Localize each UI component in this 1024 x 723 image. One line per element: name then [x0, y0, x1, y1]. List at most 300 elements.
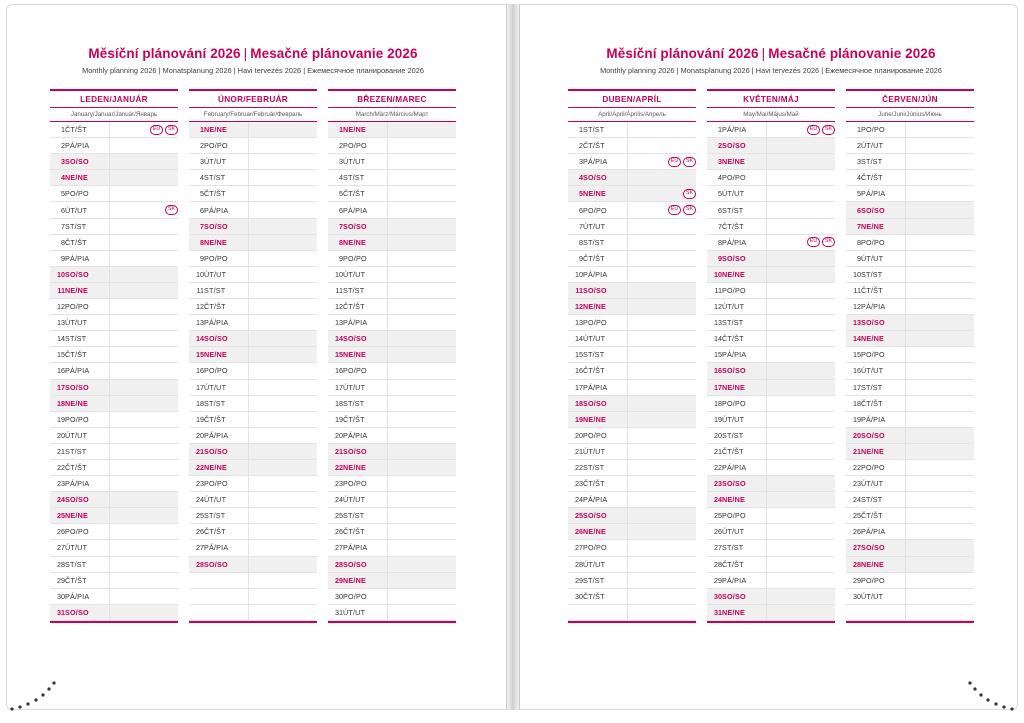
- day-note-field[interactable]: [906, 315, 975, 331]
- day-weekday: PÁ/PIA: [583, 492, 628, 508]
- day-row: [189, 508, 317, 524]
- day-note-field[interactable]: [249, 347, 318, 363]
- day-note-field[interactable]: [110, 331, 179, 347]
- day-note-field[interactable]: [388, 524, 457, 540]
- day-number: 23: [846, 476, 861, 492]
- day-note-field[interactable]: [388, 411, 457, 427]
- day-note-field[interactable]: [110, 459, 179, 475]
- flag-eu-icon: EU: [668, 205, 681, 215]
- day-note-field[interactable]: [767, 540, 836, 556]
- day-weekday: PÁ/PIA: [722, 572, 767, 588]
- day-note-field[interactable]: [628, 250, 697, 266]
- day-note-field-empty[interactable]: [249, 572, 318, 588]
- day-note-field[interactable]: [628, 588, 697, 604]
- day-note-field[interactable]: [110, 186, 179, 202]
- day-note-field[interactable]: [628, 315, 697, 331]
- day-number: 13: [328, 315, 343, 331]
- day-note-field[interactable]: [249, 427, 318, 443]
- day-note-field-empty[interactable]: [249, 588, 318, 604]
- day-row: [846, 379, 974, 395]
- day-note-field[interactable]: [388, 427, 457, 443]
- day-number: 14: [189, 331, 204, 347]
- day-note-field[interactable]: [249, 459, 318, 475]
- day-note-field[interactable]: [110, 476, 179, 492]
- day-note-field[interactable]: [906, 556, 975, 572]
- day-weekday: ST/ST: [343, 395, 388, 411]
- day-number: 19: [846, 411, 861, 427]
- day-note-field[interactable]: [388, 234, 457, 250]
- day-number: 13: [707, 315, 722, 331]
- day-weekday: ČT/ŠT: [204, 186, 249, 202]
- day-row: [328, 218, 456, 234]
- day-note-field[interactable]: [110, 266, 179, 282]
- day-number: 13: [846, 315, 861, 331]
- day-note-field[interactable]: [388, 347, 457, 363]
- day-note-field[interactable]: [249, 492, 318, 508]
- day-note-field[interactable]: [388, 154, 457, 170]
- day-note-field[interactable]: [388, 170, 457, 186]
- day-note-field[interactable]: [388, 540, 457, 556]
- day-row: [50, 443, 178, 459]
- day-note-field[interactable]: [767, 588, 836, 604]
- day-weekday: ÚT/UT: [65, 202, 110, 218]
- day-note-field[interactable]: [249, 411, 318, 427]
- day-number: 9: [50, 250, 65, 266]
- day-note-field[interactable]: [767, 218, 836, 234]
- day-weekday: PO/PO: [65, 186, 110, 202]
- day-row: [846, 347, 974, 363]
- day-note-field[interactable]: [767, 524, 836, 540]
- day-weekday: SO/SO: [583, 508, 628, 524]
- day-weekday: SO/SO: [343, 218, 388, 234]
- day-note-field[interactable]: [249, 154, 318, 170]
- day-note-field[interactable]: [110, 572, 179, 588]
- day-note-field[interactable]: [767, 282, 836, 298]
- day-note-field[interactable]: [628, 508, 697, 524]
- day-row: [328, 250, 456, 266]
- left-month-columns: [0, 89, 506, 625]
- day-number: 19: [568, 411, 583, 427]
- day-number: 27: [707, 540, 722, 556]
- day-row: [50, 556, 178, 572]
- day-number: 18: [568, 395, 583, 411]
- day-note-field[interactable]: [388, 459, 457, 475]
- day-note-field[interactable]: [906, 186, 975, 202]
- day-weekday: ÚT/UT: [583, 218, 628, 234]
- day-note-field[interactable]: [388, 122, 457, 138]
- day-note-field[interactable]: [249, 315, 318, 331]
- day-note-field[interactable]: [110, 138, 179, 154]
- day-note-field[interactable]: [767, 315, 836, 331]
- day-note-field[interactable]: [906, 492, 975, 508]
- day-note-field[interactable]: [110, 492, 179, 508]
- day-row: [707, 459, 835, 475]
- day-note-field[interactable]: [628, 524, 697, 540]
- day-weekday: ČT/ŠT: [861, 508, 906, 524]
- day-note-field[interactable]: [628, 138, 697, 154]
- day-row: [707, 331, 835, 347]
- day-weekday: ČT/ŠT: [343, 186, 388, 202]
- day-note-field[interactable]: [906, 331, 975, 347]
- day-note-field[interactable]: [628, 170, 697, 186]
- month-day-table: [707, 122, 835, 621]
- day-note-field[interactable]: [249, 202, 318, 218]
- day-row: [328, 524, 456, 540]
- day-number: 14: [568, 331, 583, 347]
- day-note-field[interactable]: [767, 299, 836, 315]
- day-note-field[interactable]: [906, 411, 975, 427]
- day-note-field[interactable]: [906, 347, 975, 363]
- day-note-field[interactable]: [110, 411, 179, 427]
- day-note-field[interactable]: [249, 476, 318, 492]
- day-note-field[interactable]: [628, 299, 697, 315]
- day-note-field[interactable]: [110, 588, 179, 604]
- day-row: [846, 556, 974, 572]
- day-number: 19: [50, 411, 65, 427]
- day-number: 27: [568, 540, 583, 556]
- day-note-field[interactable]: [110, 154, 179, 170]
- day-note-field[interactable]: [110, 443, 179, 459]
- day-note-field[interactable]: [767, 379, 836, 395]
- day-weekday: PO/PO: [343, 476, 388, 492]
- day-number: 11: [846, 282, 861, 298]
- day-weekday: PÁ/PIA: [204, 315, 249, 331]
- day-note-field[interactable]: [767, 347, 836, 363]
- day-note-field[interactable]: [388, 138, 457, 154]
- day-note-field[interactable]: [110, 299, 179, 315]
- day-note-field[interactable]: [906, 540, 975, 556]
- day-note-field[interactable]: [767, 202, 836, 218]
- day-row: [846, 299, 974, 315]
- day-number: 18: [189, 395, 204, 411]
- day-row: [50, 508, 178, 524]
- day-note-field[interactable]: [767, 395, 836, 411]
- month-title: BŘEZEN/MAREC: [328, 89, 456, 108]
- day-number: 14: [846, 331, 861, 347]
- day-note-field[interactable]: [906, 508, 975, 524]
- day-note-field[interactable]: [249, 122, 318, 138]
- day-note-field[interactable]: [110, 379, 179, 395]
- day-note-field[interactable]: [628, 363, 697, 379]
- day-note-field[interactable]: [110, 363, 179, 379]
- day-row: [189, 218, 317, 234]
- day-weekday: SO/SO: [65, 154, 110, 170]
- day-note-field[interactable]: [249, 250, 318, 266]
- day-note-field[interactable]: [249, 363, 318, 379]
- day-weekday: ST/ST: [65, 331, 110, 347]
- day-note-field[interactable]: [767, 266, 836, 282]
- day-row: [328, 395, 456, 411]
- day-note-field-empty[interactable]: [906, 604, 975, 620]
- day-note-field[interactable]: [906, 250, 975, 266]
- day-note-field[interactable]: [249, 540, 318, 556]
- day-row: [189, 299, 317, 315]
- day-note-field[interactable]: [628, 459, 697, 475]
- day-note-field[interactable]: [249, 234, 318, 250]
- day-row: [568, 524, 696, 540]
- day-note-field[interactable]: [388, 572, 457, 588]
- day-weekday: ČT/ŠT: [204, 524, 249, 540]
- day-note-field[interactable]: [906, 588, 975, 604]
- day-note-field[interactable]: [249, 299, 318, 315]
- day-row: [189, 379, 317, 395]
- day-weekday: ST/ST: [583, 234, 628, 250]
- day-note-field[interactable]: [249, 443, 318, 459]
- day-note-field[interactable]: [906, 299, 975, 315]
- day-note-field[interactable]: [110, 170, 179, 186]
- day-note-field-empty[interactable]: [249, 604, 318, 620]
- day-note-field[interactable]: [388, 218, 457, 234]
- day-row: [189, 331, 317, 347]
- day-note-field[interactable]: [388, 266, 457, 282]
- day-note-field[interactable]: [767, 411, 836, 427]
- day-note-field[interactable]: [249, 556, 318, 572]
- day-row: [50, 476, 178, 492]
- day-note-field[interactable]: [767, 427, 836, 443]
- day-weekday: PO/PO: [65, 524, 110, 540]
- day-number: 7: [50, 218, 65, 234]
- day-note-field[interactable]: [110, 556, 179, 572]
- day-note-field[interactable]: [628, 282, 697, 298]
- day-note-field[interactable]: [906, 379, 975, 395]
- day-note-field[interactable]: [906, 202, 975, 218]
- day-number: 16: [707, 363, 722, 379]
- day-note-field[interactable]: [249, 138, 318, 154]
- month-block: [568, 89, 696, 625]
- day-note-field[interactable]: [628, 427, 697, 443]
- day-note-field[interactable]: [767, 476, 836, 492]
- day-row: [328, 604, 456, 620]
- day-note-field[interactable]: [767, 572, 836, 588]
- day-row: [50, 202, 178, 218]
- day-note-field[interactable]: [628, 379, 697, 395]
- day-note-field[interactable]: [628, 234, 697, 250]
- day-row: [707, 508, 835, 524]
- day-note-field[interactable]: [628, 556, 697, 572]
- day-note-field-empty[interactable]: [628, 604, 697, 620]
- day-weekday: PO/PO: [343, 250, 388, 266]
- day-note-field[interactable]: [906, 363, 975, 379]
- day-note-field[interactable]: [110, 315, 179, 331]
- day-note-field[interactable]: [767, 508, 836, 524]
- day-note-field[interactable]: [388, 395, 457, 411]
- day-note-field[interactable]: [110, 604, 179, 620]
- day-weekday: NE/NE: [343, 459, 388, 475]
- day-note-field[interactable]: [388, 443, 457, 459]
- day-row: [707, 218, 835, 234]
- day-note-field[interactable]: [628, 347, 697, 363]
- day-note-field[interactable]: [906, 572, 975, 588]
- day-weekday: ÚT/UT: [204, 266, 249, 282]
- day-number: 24: [846, 492, 861, 508]
- day-note-field[interactable]: [906, 427, 975, 443]
- day-note-field[interactable]: [767, 122, 836, 138]
- day-weekday: SO/SO: [722, 250, 767, 266]
- day-note-field[interactable]: [628, 122, 697, 138]
- right-title-cs: Měsíční plánování 2026: [606, 46, 759, 61]
- day-number: 9: [189, 250, 204, 266]
- day-number: 20: [568, 427, 583, 443]
- day-note-field[interactable]: [767, 459, 836, 475]
- day-note-field[interactable]: [388, 202, 457, 218]
- day-number: 6: [568, 202, 583, 218]
- day-row-filler: [189, 588, 317, 604]
- day-weekday: ČT/ŠT: [65, 347, 110, 363]
- day-note-field[interactable]: [110, 347, 179, 363]
- day-note-field[interactable]: [388, 604, 457, 620]
- day-note-field[interactable]: [906, 282, 975, 298]
- day-note-field[interactable]: [767, 186, 836, 202]
- day-note-field[interactable]: [110, 395, 179, 411]
- day-note-field[interactable]: [767, 250, 836, 266]
- day-weekday: ÚT/UT: [343, 492, 388, 508]
- day-note-field[interactable]: [388, 363, 457, 379]
- day-note-field[interactable]: [388, 250, 457, 266]
- day-note-field[interactable]: [249, 266, 318, 282]
- day-note-field[interactable]: [388, 492, 457, 508]
- day-note-field[interactable]: [628, 476, 697, 492]
- day-weekday: ČT/ŠT: [861, 282, 906, 298]
- day-note-field[interactable]: [767, 331, 836, 347]
- day-note-field[interactable]: [110, 218, 179, 234]
- day-note-field[interactable]: [388, 331, 457, 347]
- day-note-field[interactable]: [906, 122, 975, 138]
- day-note-field[interactable]: [767, 154, 836, 170]
- day-number: 22: [328, 459, 343, 475]
- day-note-field[interactable]: [628, 202, 697, 218]
- day-row: [50, 379, 178, 395]
- day-note-field[interactable]: [628, 443, 697, 459]
- day-row: [846, 282, 974, 298]
- day-weekday: ST/ST: [583, 572, 628, 588]
- day-number: 22: [707, 459, 722, 475]
- holiday-flag-icons: [666, 205, 696, 215]
- day-note-field[interactable]: [110, 122, 179, 138]
- day-row: [846, 363, 974, 379]
- day-note-field[interactable]: [906, 476, 975, 492]
- right-page-title: [518, 46, 1024, 61]
- day-row: [50, 427, 178, 443]
- day-row: [846, 122, 974, 138]
- day-note-field[interactable]: [906, 395, 975, 411]
- day-note-field[interactable]: [767, 556, 836, 572]
- day-note-field[interactable]: [249, 282, 318, 298]
- day-note-field[interactable]: [249, 379, 318, 395]
- day-row: [568, 315, 696, 331]
- day-note-field[interactable]: [249, 524, 318, 540]
- day-note-field[interactable]: [628, 266, 697, 282]
- day-note-field[interactable]: [249, 395, 318, 411]
- day-row: [568, 122, 696, 138]
- day-note-field[interactable]: [628, 331, 697, 347]
- day-note-field[interactable]: [110, 234, 179, 250]
- day-weekday-empty: [204, 604, 249, 620]
- day-note-field[interactable]: [628, 186, 697, 202]
- day-note-field[interactable]: [249, 218, 318, 234]
- day-number: 17: [707, 379, 722, 395]
- day-note-field[interactable]: [249, 186, 318, 202]
- day-number: 24: [328, 492, 343, 508]
- day-note-field[interactable]: [110, 508, 179, 524]
- day-note-field[interactable]: [906, 234, 975, 250]
- day-note-field[interactable]: [767, 363, 836, 379]
- day-note-field[interactable]: [767, 604, 836, 620]
- day-note-field[interactable]: [628, 395, 697, 411]
- day-note-field[interactable]: [388, 379, 457, 395]
- day-note-field[interactable]: [388, 476, 457, 492]
- day-weekday: PÁ/PIA: [343, 540, 388, 556]
- day-note-field[interactable]: [388, 299, 457, 315]
- day-number: 28: [189, 556, 204, 572]
- day-note-field[interactable]: [110, 202, 179, 218]
- day-number: 1: [707, 122, 722, 138]
- day-number: 12: [707, 299, 722, 315]
- day-number: 8: [707, 234, 722, 250]
- day-note-field[interactable]: [628, 540, 697, 556]
- day-note-field[interactable]: [767, 492, 836, 508]
- day-note-field[interactable]: [906, 138, 975, 154]
- day-note-field[interactable]: [110, 282, 179, 298]
- day-note-field[interactable]: [388, 588, 457, 604]
- day-note-field[interactable]: [388, 315, 457, 331]
- day-weekday: PO/PO: [722, 282, 767, 298]
- day-note-field[interactable]: [628, 218, 697, 234]
- day-note-field[interactable]: [906, 443, 975, 459]
- day-note-field[interactable]: [906, 154, 975, 170]
- day-note-field[interactable]: [767, 138, 836, 154]
- day-row: [189, 363, 317, 379]
- day-weekday: ÚT/UT: [861, 138, 906, 154]
- day-note-field[interactable]: [767, 443, 836, 459]
- day-note-field[interactable]: [906, 170, 975, 186]
- day-note-field[interactable]: [249, 331, 318, 347]
- day-note-field[interactable]: [906, 266, 975, 282]
- month-bottom-rule: [189, 621, 317, 625]
- day-weekday: SO/SO: [204, 218, 249, 234]
- day-note-field[interactable]: [388, 508, 457, 524]
- day-note-field[interactable]: [110, 540, 179, 556]
- day-note-field[interactable]: [906, 459, 975, 475]
- day-weekday: ÚT/UT: [65, 427, 110, 443]
- day-number: 25: [568, 508, 583, 524]
- day-row: [328, 459, 456, 475]
- day-note-field[interactable]: [767, 170, 836, 186]
- day-row: [707, 540, 835, 556]
- day-note-field[interactable]: [388, 556, 457, 572]
- day-note-field[interactable]: [110, 427, 179, 443]
- day-row: [50, 186, 178, 202]
- day-weekday: ST/ST: [204, 282, 249, 298]
- day-row: [328, 266, 456, 282]
- day-note-field[interactable]: [249, 170, 318, 186]
- day-note-field[interactable]: [628, 154, 697, 170]
- day-note-field[interactable]: [628, 572, 697, 588]
- day-note-field[interactable]: [249, 508, 318, 524]
- day-note-field[interactable]: [628, 411, 697, 427]
- day-note-field[interactable]: [110, 524, 179, 540]
- day-note-field[interactable]: [628, 492, 697, 508]
- day-note-field[interactable]: [388, 282, 457, 298]
- day-number: 26: [846, 524, 861, 540]
- day-weekday: PO/PO: [343, 138, 388, 154]
- day-note-field[interactable]: [388, 186, 457, 202]
- day-note-field[interactable]: [906, 524, 975, 540]
- left-page-title: [0, 46, 506, 61]
- day-note-field[interactable]: [110, 250, 179, 266]
- day-row: [568, 266, 696, 282]
- day-note-field[interactable]: [767, 234, 836, 250]
- day-note-field[interactable]: [906, 218, 975, 234]
